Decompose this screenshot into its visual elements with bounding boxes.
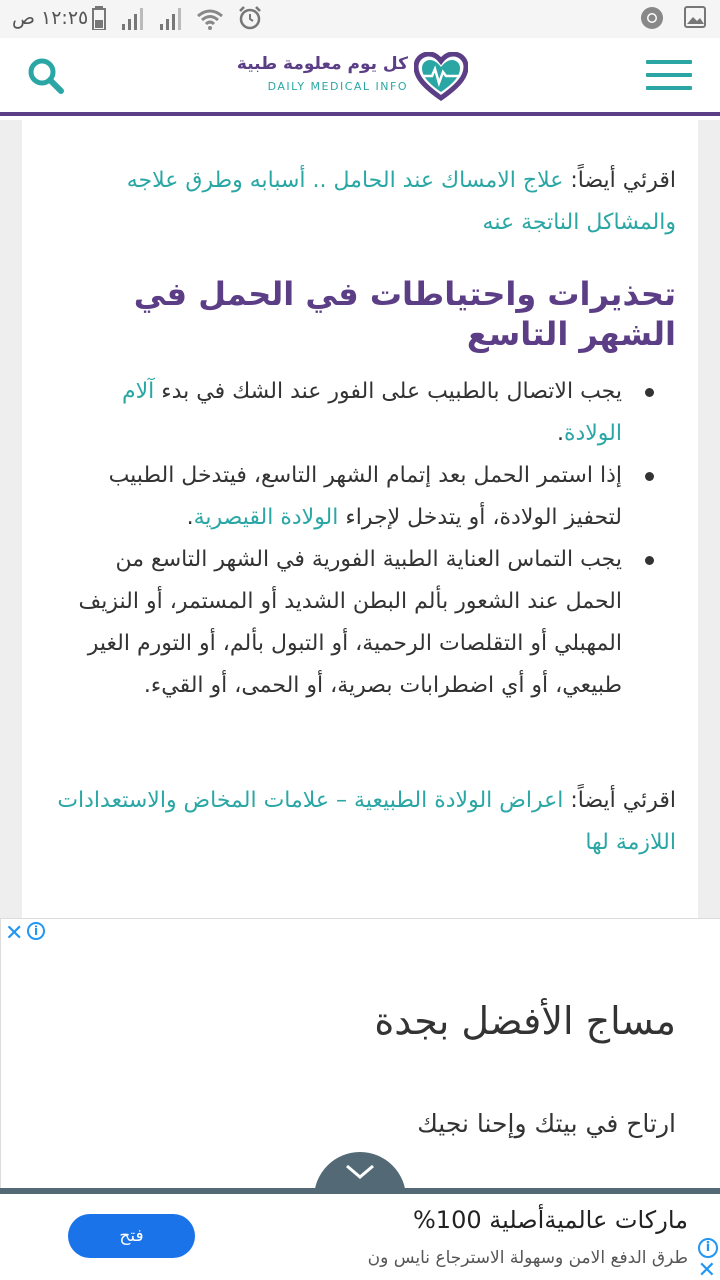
article-body bbox=[22, 120, 698, 918]
clipped-text-fragment bbox=[52, 120, 676, 140]
status-bar bbox=[0, 0, 720, 38]
site-logo[interactable] bbox=[236, 50, 470, 106]
list-item bbox=[72, 539, 676, 707]
bottom-banner-ad[interactable] bbox=[0, 1188, 720, 1280]
read-also-link[interactable]: اعراض الولادة الطبيعية – علامات المخاض والاستعدادات اللازمة لها bbox=[57, 788, 676, 855]
labor-pain-link[interactable]: آلام الولادة bbox=[122, 379, 622, 446]
chevron-down-icon bbox=[344, 1162, 376, 1182]
logo-english-text: DAILY MEDICAL INFO bbox=[267, 80, 408, 93]
ad-info-icon[interactable]: i bbox=[27, 922, 45, 940]
list-item bbox=[72, 455, 676, 539]
cesarean-link[interactable]: الولادة القيصرية bbox=[193, 505, 339, 530]
banner-title: ماركات عالميةأصلية 100% bbox=[412, 1206, 688, 1234]
read-also-link[interactable]: علاج الامساك عند الحامل .. أسبابه وطرق علاجه والمشاكل الناتجة عنه bbox=[126, 168, 676, 235]
menu-line bbox=[646, 73, 692, 77]
list-item-text: يجب التماس العناية الطبية الفورية في الشهر التاسع من الحمل عند الشعور بألم البطن الشديد أو المستمر، أو النزيف المهبلي أو التقلصات الرحمية، أو التبول بألم، أو التورم الغير طبيعي، أو أي اضطرابات بصرية، أو الحمى، أو القيء. bbox=[78, 547, 622, 698]
alarm-icon bbox=[238, 6, 262, 30]
open-button[interactable]: فتح bbox=[68, 1214, 195, 1258]
image-icon bbox=[684, 6, 706, 28]
ad-subtitle: ارتاح في بيتك وإحنا نجيك bbox=[417, 1109, 676, 1138]
status-right-icons bbox=[640, 6, 706, 30]
list-item bbox=[72, 371, 676, 455]
ad-title[interactable]: مساج الأفضل بجدة bbox=[374, 999, 676, 1043]
read-also-paragraph bbox=[52, 160, 676, 244]
menu-line bbox=[646, 60, 692, 64]
read-also-prefix: اقرئي أيضاً: bbox=[563, 168, 676, 193]
menu-line bbox=[646, 86, 692, 90]
status-icons bbox=[92, 6, 262, 30]
banner-info-icon[interactable]: i bbox=[698, 1238, 718, 1258]
wifi-icon bbox=[196, 8, 224, 30]
section-heading: تحذيرات واحتياطات في الحمل في الشهر التاسع bbox=[133, 275, 676, 353]
signal-icon bbox=[120, 8, 144, 30]
ad-close-icon[interactable]: ✕ bbox=[5, 921, 24, 946]
menu-button[interactable] bbox=[646, 60, 692, 92]
list-item-text: إذا استمر الحمل بعد إتمام الشهر التاسع، فيتدخل الطبيب لتحفيز الولادة، أو يتدخل لإجراء bbox=[108, 463, 622, 530]
warnings-list bbox=[72, 371, 676, 707]
chrome-icon bbox=[640, 6, 664, 30]
list-item-suffix: . bbox=[186, 505, 194, 530]
search-button[interactable] bbox=[26, 56, 66, 96]
status-time: ١٢:٢٥ ص bbox=[12, 7, 89, 29]
search-icon bbox=[26, 56, 66, 96]
list-item-suffix: . bbox=[556, 421, 564, 446]
read-also-paragraph bbox=[52, 780, 676, 864]
heart-pulse-icon bbox=[414, 52, 468, 102]
read-also-prefix: اقرئي أيضاً: bbox=[563, 788, 676, 813]
banner-subtitle: طرق الدفع الامن وسهولة الاسترجاع نايس ون bbox=[367, 1248, 688, 1268]
battery-icon bbox=[92, 6, 106, 30]
site-header bbox=[0, 38, 720, 116]
logo-arabic-text: كل يوم معلومة طبية bbox=[236, 54, 408, 74]
signal-icon bbox=[158, 8, 182, 30]
list-item-text: يجب الاتصال بالطبيب على الفور عند الشك في بدء bbox=[154, 379, 622, 404]
banner-close-icon[interactable]: ✕ bbox=[697, 1258, 716, 1280]
ad-block[interactable] bbox=[0, 918, 720, 1188]
